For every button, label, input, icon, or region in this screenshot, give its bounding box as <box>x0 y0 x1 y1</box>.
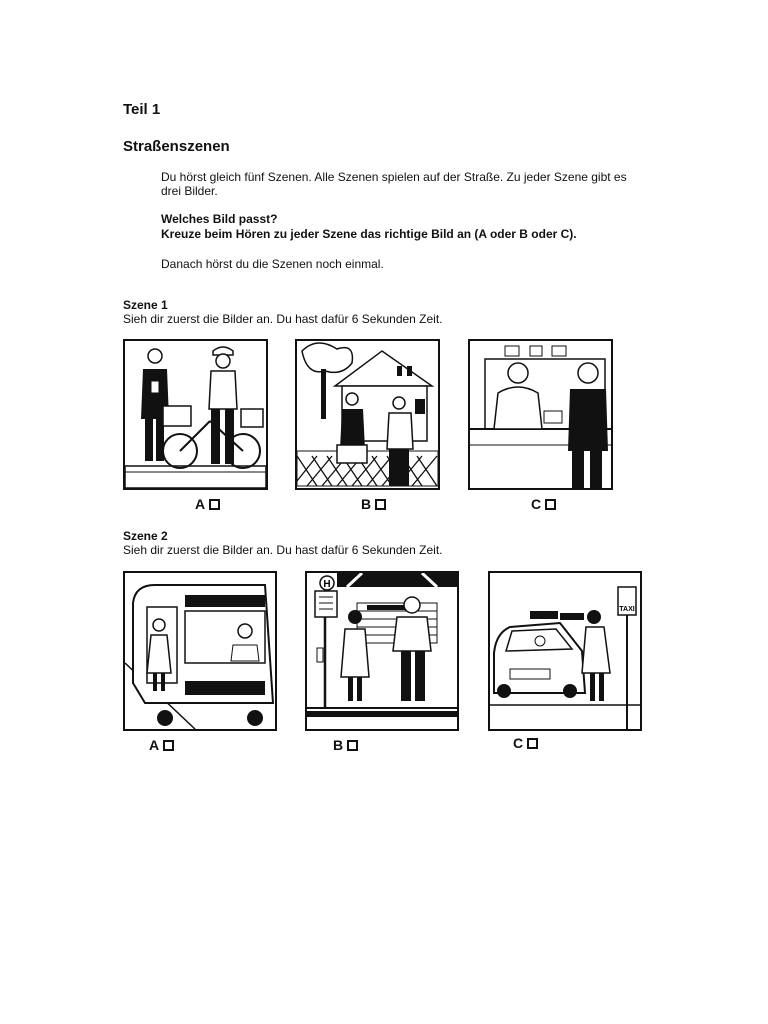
scene-2-title: Szene 2 <box>123 529 168 543</box>
intro-text: Du hörst gleich fünf Szenen. Alle Szenen spielen auf der Straße. Zu jeder Szene gibt es drei Bilder. <box>161 170 627 198</box>
taxi-sign-text: TAXI <box>619 606 635 613</box>
scene-1-picture-a <box>123 339 268 490</box>
task-text: Kreuze beim Hören zu jeder Szene das richtige Bild an (A oder B oder C). <box>161 227 577 241</box>
option-letter: C <box>513 735 524 751</box>
question-text: Welches Bild passt? <box>161 212 278 226</box>
scene-2-subtitle: Sieh dir zuerst die Bilder an. Du hast dafür 6 Sekunden Zeit. <box>123 543 443 557</box>
scene-1-option-b[interactable] <box>361 496 386 512</box>
checkbox[interactable] <box>527 738 538 749</box>
scene-2-option-c[interactable] <box>513 735 538 751</box>
halt-sign-letter: H <box>323 579 331 590</box>
option-letter: B <box>361 496 372 512</box>
checkbox[interactable] <box>375 499 386 510</box>
after-text: Danach hörst du die Szenen noch einmal. <box>161 257 384 271</box>
checkbox[interactable] <box>347 740 358 751</box>
scene-1-title: Szene 1 <box>123 298 168 312</box>
scene-1-option-a[interactable] <box>195 496 220 512</box>
scene-1-subtitle: Sieh dir zuerst die Bilder an. Du hast dafür 6 Sekunden Zeit. <box>123 312 443 326</box>
scene-2-option-b[interactable] <box>333 737 358 753</box>
option-letter: A <box>149 737 160 753</box>
scene-2-option-a[interactable] <box>149 737 174 753</box>
checkbox[interactable] <box>545 499 556 510</box>
option-letter: B <box>333 737 344 753</box>
section-title: Straßenszenen <box>123 138 230 155</box>
scene-2-picture-a <box>123 571 277 731</box>
scene-1-picture-b <box>295 339 440 490</box>
scene-1-picture-c <box>468 339 613 490</box>
option-letter: A <box>195 496 206 512</box>
part-title: Teil 1 <box>123 101 161 118</box>
scene-1-option-c[interactable] <box>531 496 556 512</box>
checkbox[interactable] <box>209 499 220 510</box>
checkbox[interactable] <box>163 740 174 751</box>
scene-2-picture-c <box>488 571 642 731</box>
option-letter: C <box>531 496 542 512</box>
scene-2-picture-b <box>305 571 459 731</box>
